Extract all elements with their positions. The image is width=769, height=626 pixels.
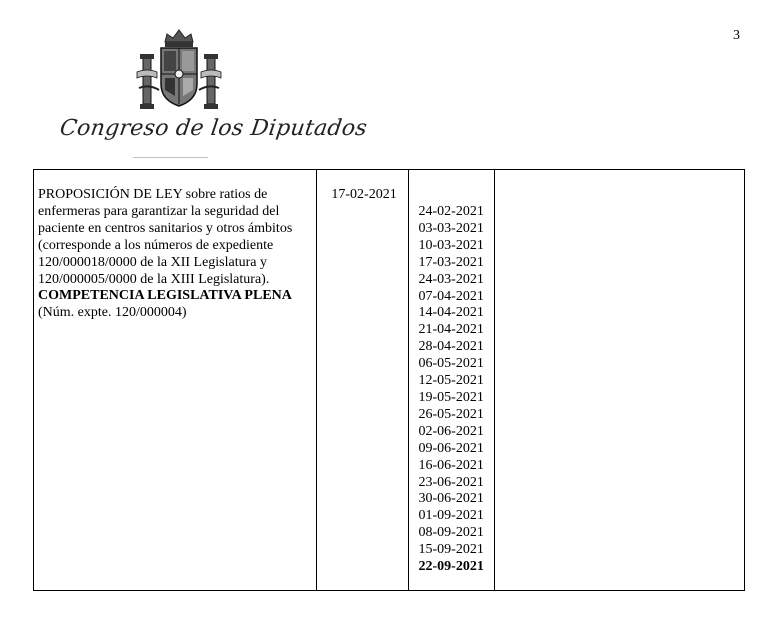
page-number: 3 — [733, 28, 740, 43]
list-item: 03-03-2021 — [418, 220, 484, 236]
list-item: 12-05-2021 — [418, 373, 484, 389]
table-row — [34, 170, 745, 591]
final-date: 22-09-2021 — [418, 559, 484, 575]
congreso-logo — [55, 28, 369, 163]
initiative-title: PROPOSICIÓN DE LEY sobre ratios de enfermeras para garantizar la seguridad del paciente en centros sanitarios y otros ámbitos (corresponde a los números de expediente 120/000018/0000 de la XII Legislatura y 120/000005/0000 de la XIII Legislatura). — [38, 187, 293, 287]
agenda-table — [33, 169, 745, 591]
list-item: 26-05-2021 — [418, 406, 484, 422]
list-item: 07-04-2021 — [418, 288, 484, 304]
list-item: 15-09-2021 — [418, 542, 484, 558]
list-item: 28-04-2021 — [418, 339, 484, 355]
list-item: 21-04-2021 — [418, 322, 484, 338]
competencia-label: COMPETENCIA LEGISLATIVA PLENA — [38, 288, 292, 304]
list-item: 01-09-2021 — [418, 508, 484, 524]
extension-dates-cell — [408, 170, 494, 591]
list-item: 06-05-2021 — [418, 356, 484, 372]
list-item: 14-04-2021 — [418, 305, 484, 321]
entry-date: 17-02-2021 — [331, 187, 397, 202]
list-item: 02-06-2021 — [418, 423, 484, 439]
entry-date-cell — [317, 170, 408, 591]
list-item: 30-06-2021 — [418, 491, 484, 507]
list-item: 23-06-2021 — [418, 474, 484, 490]
expediente-number: (Núm. expte. 120/000004) — [38, 305, 187, 321]
list-item: 24-03-2021 — [418, 271, 484, 287]
list-item: 19-05-2021 — [418, 389, 484, 405]
notes-cell — [494, 170, 744, 591]
list-item: 16-06-2021 — [418, 457, 484, 473]
logo-divider — [133, 157, 208, 158]
initiative-cell — [34, 170, 317, 591]
list-item: 17-03-2021 — [418, 254, 484, 270]
list-item: 08-09-2021 — [418, 525, 484, 541]
coat-of-arms-icon — [135, 28, 223, 114]
list-item: 09-06-2021 — [418, 440, 484, 456]
list-item: 10-03-2021 — [418, 237, 484, 253]
logo-wordmark: Congreso de los Diputados — [58, 116, 369, 141]
list-item: 24-02-2021 — [418, 204, 484, 219]
